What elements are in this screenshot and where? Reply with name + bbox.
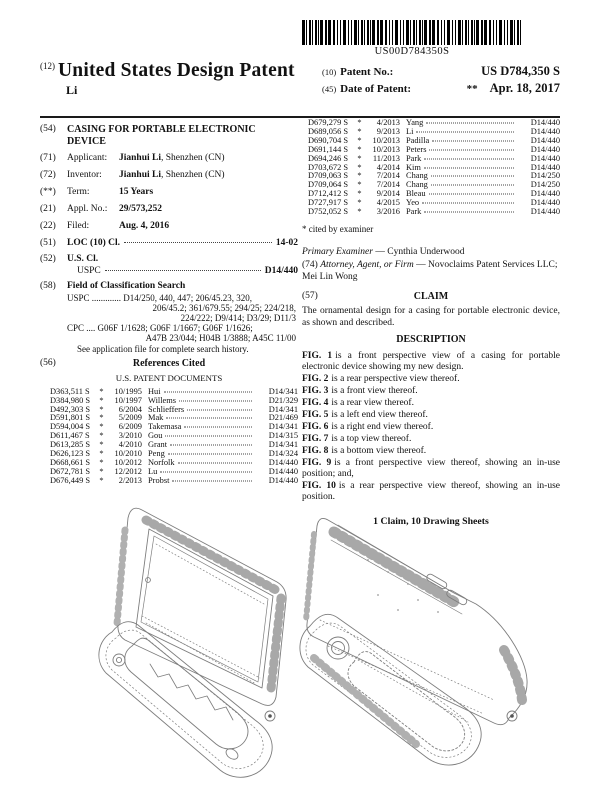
dot-leader xyxy=(432,140,514,141)
citation-date: 3/2016 xyxy=(376,207,400,217)
citation-class: D14/341 xyxy=(268,422,298,432)
field-classification-search xyxy=(40,281,298,354)
figure-front-perspective-drawing xyxy=(92,492,304,782)
citation-class: D14/440 xyxy=(530,162,560,172)
field-code: (58) xyxy=(40,281,56,292)
citation-name: Lu xyxy=(148,466,158,476)
citation-star: * xyxy=(99,386,104,396)
header xyxy=(40,60,560,98)
uspc-value: D14/440 xyxy=(264,265,298,276)
dot-leader xyxy=(168,454,252,455)
citation-class: D14/440 xyxy=(530,135,560,145)
claim-title: CLAIM xyxy=(413,290,449,302)
dot-leader xyxy=(172,480,252,481)
citation-number: D591,801 S xyxy=(50,413,91,423)
figure-label: FIG. 10 xyxy=(302,480,336,491)
citation-date: 6/2004 xyxy=(118,404,142,414)
references-cited-title: References Cited xyxy=(132,357,206,369)
citation-name: Li xyxy=(406,126,414,136)
field-code: (74) xyxy=(302,260,318,271)
figure-label: FIG. 8 xyxy=(302,445,329,456)
dot-leader xyxy=(431,176,514,177)
citation-class: D14/341 xyxy=(268,404,298,414)
filed-label: Filed: xyxy=(67,220,90,231)
uspc-search-line: 206/45.2; 361/679.55; 294/25; 224/218, xyxy=(152,302,296,313)
citation-number: D676,449 S xyxy=(50,475,91,485)
citation-class: D14/440 xyxy=(530,153,560,163)
citation-star: * xyxy=(99,475,104,485)
uspc-label: USPC xyxy=(77,265,101,276)
citation-class: D14/341 xyxy=(268,386,298,396)
uspc-search-line: USPC ............. D14/250, 440, 447; 206/45.23, 320, xyxy=(67,292,253,303)
barcode xyxy=(288,20,536,57)
citation-number: D689,056 S xyxy=(308,126,349,136)
citation-number: D668,661 S xyxy=(50,458,91,468)
header-left xyxy=(40,60,295,98)
page-title: United States Design Patent xyxy=(58,60,295,81)
citation-star: * xyxy=(357,126,362,136)
figure-description xyxy=(302,458,560,480)
dot-leader xyxy=(184,427,252,428)
field-code: (22) xyxy=(40,220,56,231)
citation-name: Grant xyxy=(148,440,168,450)
figure-text: is a left end view thereof. xyxy=(331,409,428,420)
citation-class: D14/440 xyxy=(268,466,298,476)
citation-name: Mak xyxy=(148,413,164,423)
citation-date: 4/2015 xyxy=(376,198,400,208)
attorney-firm: — Novoclaims Patent Services LLC; Mei Lin Wong xyxy=(302,260,558,282)
citation-number: D703,672 S xyxy=(308,162,349,172)
field-appl-no xyxy=(40,204,298,215)
patent-citation-row xyxy=(50,477,298,486)
citation-star: * xyxy=(357,144,362,154)
dot-leader xyxy=(160,471,252,472)
citation-name: Padilla xyxy=(406,135,430,145)
figure-text: is a right end view thereof. xyxy=(331,421,434,432)
citation-class: D14/440 xyxy=(530,189,560,199)
figure-description xyxy=(302,374,560,385)
citation-name: Schlieffers xyxy=(148,404,185,414)
citation-star: * xyxy=(99,413,104,423)
citation-star: * xyxy=(357,180,362,190)
figure-label: FIG. 3 xyxy=(302,385,329,396)
citation-class: D14/440 xyxy=(530,207,560,217)
citation-date: 2/2013 xyxy=(118,475,142,485)
field-code: (51) xyxy=(40,237,56,248)
citation-star: * xyxy=(99,466,104,476)
field-code: (**) xyxy=(40,186,56,197)
dot-leader xyxy=(166,418,252,419)
field-applicant xyxy=(40,153,298,164)
claim-heading xyxy=(302,291,560,303)
citation-number: D694,246 S xyxy=(308,153,349,163)
patent-date-code: (45) xyxy=(322,84,337,94)
citation-class: D14/250 xyxy=(530,180,560,190)
citation-star: * xyxy=(99,404,104,414)
citation-date: 10/1997 xyxy=(114,395,142,405)
citation-class: D14/315 xyxy=(268,431,298,441)
figure-text: is a rear perspective view thereof, showing an in-use position. xyxy=(302,480,560,502)
citation-star: * xyxy=(99,458,104,468)
patent-number-code: (10) xyxy=(322,67,337,77)
citation-number: D691,144 S xyxy=(308,144,349,154)
citation-name: Norfolk xyxy=(148,458,175,468)
citation-date: 10/2013 xyxy=(372,135,400,145)
cited-by-examiner-note: * cited by examiner xyxy=(302,223,374,234)
filed-value: Aug. 4, 2016 xyxy=(119,220,170,231)
citation-class: D14/324 xyxy=(268,449,298,459)
figure-description xyxy=(302,386,560,397)
figure-description xyxy=(302,446,560,457)
citation-date: 4/2014 xyxy=(376,162,400,172)
search-history-note: See application file for complete search history. xyxy=(77,343,249,354)
citation-name: Takemasa xyxy=(148,422,182,432)
dot-leader xyxy=(424,158,514,159)
citation-star: * xyxy=(357,153,362,163)
figure-label: FIG. 6 xyxy=(302,421,329,432)
figure-description xyxy=(302,422,560,433)
field-code: (72) xyxy=(40,169,56,180)
classification-search-label: Field of Classification Search xyxy=(67,281,186,292)
figure-text: is a bottom view thereof. xyxy=(331,445,427,456)
citation-class: D14/440 xyxy=(530,144,560,154)
dot-leader xyxy=(165,436,252,437)
inventor-location: , Shenzhen (CN) xyxy=(160,169,225,180)
field-us-class xyxy=(40,254,298,277)
citation-date: 5/2009 xyxy=(118,413,142,423)
figure-text: is a front perspective view thereof, showing an in-use position; and, xyxy=(302,457,561,479)
citation-name: Peters xyxy=(406,144,427,154)
dot-leader xyxy=(164,391,252,392)
figure-text: is a front perspective view of a casing for portable electronic device showing my new design. xyxy=(302,350,560,372)
citation-date: 6/2009 xyxy=(118,422,142,432)
primary-examiner-label: Primary Examiner xyxy=(302,246,373,257)
description-title: DESCRIPTION xyxy=(396,334,466,346)
inventor-name: Jianhui Li xyxy=(119,169,161,180)
citation-star: * xyxy=(357,118,362,127)
citation-name: Peng xyxy=(148,449,165,459)
field-code: (21) xyxy=(40,203,56,214)
citation-name: Park xyxy=(406,153,422,163)
citation-list-right xyxy=(302,119,560,217)
citation-date: 7/2014 xyxy=(376,180,400,190)
figure-text: is a rear perspective view thereof. xyxy=(331,373,460,384)
us-patent-documents-heading: U.S. PATENT DOCUMENTS xyxy=(115,373,223,384)
citation-class: D21/469 xyxy=(268,413,298,423)
appl-no-value: 29/573,252 xyxy=(119,203,163,214)
dot-leader xyxy=(179,400,252,401)
citation-name: Willems xyxy=(148,395,177,405)
dot-leader xyxy=(416,131,514,132)
citation-date: 4/2010 xyxy=(118,440,142,450)
citation-date: 10/2010 xyxy=(114,449,142,459)
dot-leader xyxy=(178,463,252,464)
citation-star: * xyxy=(357,207,362,217)
right-column xyxy=(302,119,560,527)
patent-date-label: Date of Patent: xyxy=(340,83,412,95)
cpc-search-line: CPC .... G06F 1/1628; G06F 1/1667; G06F 1/1626; xyxy=(67,323,253,334)
patent-citation-row xyxy=(308,208,560,217)
dot-leader xyxy=(422,203,514,204)
citation-star: * xyxy=(357,135,362,145)
dot-leader xyxy=(431,185,514,186)
citation-number: D594,004 S xyxy=(50,422,91,432)
citation-number: D492,303 S xyxy=(50,404,91,414)
field-code: (52) xyxy=(40,254,56,265)
citation-date: 10/2012 xyxy=(114,458,142,468)
field-title xyxy=(40,124,298,148)
attorney-label: Attorney, Agent, or Firm xyxy=(320,260,414,271)
citation-number: D709,063 S xyxy=(308,171,349,181)
loc-class-label: LOC (10) Cl. xyxy=(67,237,121,248)
appl-no-label: Appl. No.: xyxy=(67,203,108,214)
figure-description xyxy=(302,410,560,421)
field-code: (71) xyxy=(40,153,56,164)
term-extension-stars: ** xyxy=(466,83,478,95)
citation-star: * xyxy=(357,198,362,208)
citation-class: D21/329 xyxy=(268,395,298,405)
header-divider xyxy=(40,116,560,118)
citation-number: D672,781 S xyxy=(50,466,91,476)
figure-label: FIG. 4 xyxy=(302,397,329,408)
citation-date: 12/2012 xyxy=(114,466,142,476)
citation-date: 9/2013 xyxy=(376,126,400,136)
citation-number: D690,704 S xyxy=(308,135,349,145)
field-term xyxy=(40,187,298,198)
citation-class: D14/440 xyxy=(268,458,298,468)
citation-class: D14/440 xyxy=(530,126,560,136)
us-class-label: U.S. Cl. xyxy=(67,254,99,265)
dot-leader xyxy=(187,409,252,410)
patent-number-value: US D784,350 S xyxy=(481,64,560,78)
figure-text: is a top view thereof. xyxy=(331,433,412,444)
citation-name: Park xyxy=(406,207,422,217)
figure-label: FIG. 2 xyxy=(302,373,329,384)
header-right xyxy=(322,60,560,98)
citation-name: Gou xyxy=(148,431,163,441)
citation-number: D727,917 S xyxy=(308,198,349,208)
primary-examiner-line xyxy=(302,247,560,258)
citation-class: D14/440 xyxy=(530,198,560,208)
figure-text: is a front view thereof. xyxy=(331,385,418,396)
citation-class: D14/341 xyxy=(268,440,298,450)
citation-number: D679,279 S xyxy=(308,118,349,127)
barcode-bars xyxy=(288,20,536,45)
citation-star: * xyxy=(357,162,362,172)
field-inventor xyxy=(40,170,298,181)
field-code: (56) xyxy=(40,357,56,368)
citation-number: D709,064 S xyxy=(308,180,349,190)
figure-label: FIG. 1 xyxy=(302,350,333,361)
invention-title: CASING FOR PORTABLE ELECTRONIC DEVICE xyxy=(67,124,256,147)
citation-name: Kim xyxy=(406,162,421,172)
citation-class: D14/440 xyxy=(268,475,298,485)
citation-number: D613,285 S xyxy=(50,440,91,450)
citation-date: 4/2013 xyxy=(376,118,400,127)
figure-label: FIG. 9 xyxy=(302,457,332,468)
citation-class: D14/250 xyxy=(530,171,560,181)
left-column xyxy=(40,124,298,486)
citation-name: Chang xyxy=(406,180,428,190)
figure-description xyxy=(302,398,560,409)
uspc-search-line: 224/222; D9/414; D3/29; D11/3 xyxy=(180,313,296,324)
term-label: Term: xyxy=(67,186,90,197)
dot-leader xyxy=(424,212,514,213)
description-heading xyxy=(302,334,560,346)
citation-star: * xyxy=(99,449,104,459)
dot-leader xyxy=(426,123,514,124)
dot-leader xyxy=(105,270,261,271)
field-loc-class xyxy=(40,238,298,249)
cpc-search-line: A47B 23/044; H04B 1/3888; A45C 11/00 xyxy=(145,333,296,344)
citation-date: 3/2010 xyxy=(118,431,142,441)
attorney-line xyxy=(302,260,560,283)
citation-date: 7/2014 xyxy=(376,171,400,181)
citation-date: 9/2014 xyxy=(376,189,400,199)
citation-star: * xyxy=(99,431,104,441)
dot-leader xyxy=(124,242,272,243)
term-value: 15 Years xyxy=(119,186,154,197)
claim-text: The ornamental design for a casing for portable electronic device, as shown and described. xyxy=(302,306,560,328)
citation-star: * xyxy=(99,422,104,432)
citation-name: Bleau xyxy=(406,189,426,199)
dot-leader xyxy=(429,149,514,150)
figure-label: FIG. 5 xyxy=(302,409,329,420)
kind-code: (12) xyxy=(40,61,55,71)
citation-name: Probst xyxy=(148,475,170,485)
patent-date-row xyxy=(322,81,560,96)
citation-name: Hui xyxy=(148,386,161,396)
dot-leader xyxy=(424,167,514,168)
citation-date: 11/2013 xyxy=(372,153,400,163)
citation-number: D712,412 S xyxy=(308,189,349,199)
patent-number-label: Patent No.: xyxy=(340,66,394,78)
figure-description xyxy=(302,434,560,445)
claims-sheets-note: 1 Claim, 10 Drawing Sheets xyxy=(373,515,489,527)
citation-number: D752,052 S xyxy=(308,207,349,217)
figure-description-list xyxy=(302,351,560,503)
field-filed xyxy=(40,221,298,232)
loc-class-value: 14-02 xyxy=(275,237,298,248)
citation-star: * xyxy=(99,440,104,450)
applicant-location: , Shenzhen (CN) xyxy=(160,153,225,164)
primary-examiner-name: — Cynthia Underwood xyxy=(372,246,465,257)
citation-name: Chang xyxy=(406,171,428,181)
citation-number: D384,980 S xyxy=(50,395,91,405)
citation-class: D14/440 xyxy=(530,118,560,127)
citation-star: * xyxy=(357,171,362,181)
barcode-text: US00D784350S xyxy=(374,46,450,57)
citation-number: D626,123 S xyxy=(50,449,91,459)
inventor-surname: Li xyxy=(66,83,78,97)
applicant-name: Jianhui Li xyxy=(119,153,161,164)
patent-number-row xyxy=(322,64,560,79)
citation-number: D363,511 S xyxy=(50,386,90,396)
field-code: (57) xyxy=(302,290,318,301)
applicant-label: Applicant: xyxy=(67,153,108,164)
dot-leader xyxy=(429,194,514,195)
citation-name: Yeo xyxy=(406,198,420,208)
figure-rear-perspective-drawing xyxy=(298,500,550,770)
citation-star: * xyxy=(357,189,362,199)
citation-date: 10/1995 xyxy=(114,386,142,396)
citation-list-left xyxy=(40,388,298,486)
figure-text: is a rear view thereof. xyxy=(331,397,414,408)
dot-leader xyxy=(170,445,252,446)
references-cited-heading xyxy=(40,358,298,370)
citation-name: Yang xyxy=(406,118,424,127)
citation-date: 10/2013 xyxy=(372,144,400,154)
citation-star: * xyxy=(99,395,104,405)
figure-label: FIG. 7 xyxy=(302,433,329,444)
inventor-label: Inventor: xyxy=(67,169,102,180)
patent-date-value: Apr. 18, 2017 xyxy=(489,81,560,95)
field-code: (54) xyxy=(40,124,56,134)
citation-number: D611,467 S xyxy=(50,431,90,441)
figure-description xyxy=(302,351,560,373)
